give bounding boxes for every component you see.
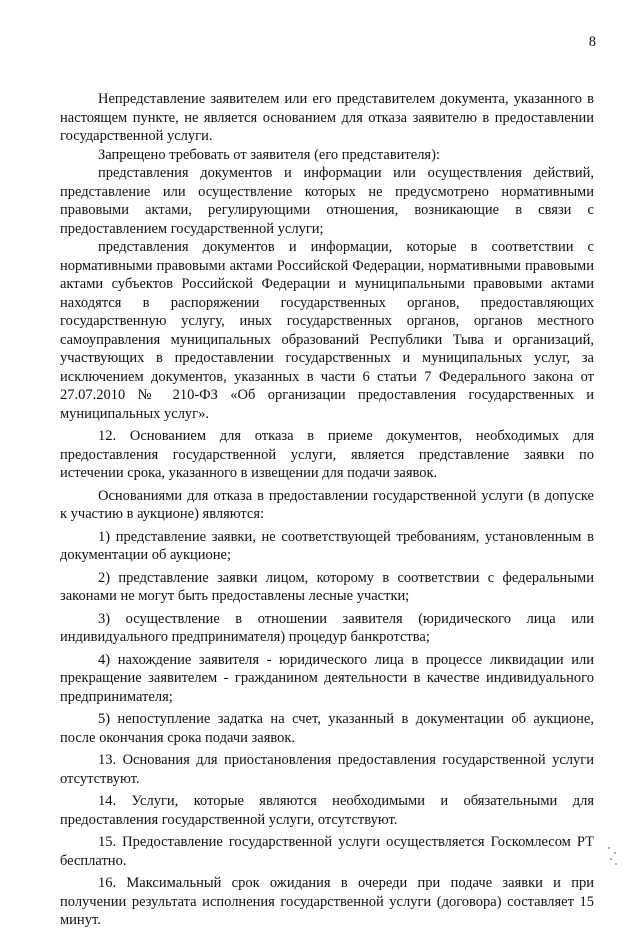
paragraph: Непредставление заявителем или его представителем документа, указанного в настоящем пункте, не является основанием для отказа заявителю в предоставлении государственной услуги.: [60, 91, 594, 144]
paragraph: 14. Услуги, которые являются необходимыми и обязательными для предоставления государственной услуги, отсутствуют.: [60, 793, 594, 828]
paragraph: Запрещено требовать от заявителя (его представителя):: [98, 146, 440, 163]
paragraph: 4) нахождение заявителя - юридического лица в процессе ликвидации или прекращение заявителем - гражданином деятельности в качестве индивидуального предпринимателя;: [60, 651, 594, 705]
document-body: [60, 90, 594, 930]
paragraph: Основаниями для отказа в предоставлении государственной услуги (в допуске к участию в аукционе) являются:: [60, 487, 594, 522]
paragraph: 2) представление заявки лицом, которому в соответствии с федеральными законами не могут быть предоставлены лесные участки;: [60, 569, 594, 604]
paragraph: представления документов и информации, которые в соответствии с нормативными правовыми актами Российской Федерации, нормативными правовыми актами субъектов Российской Федерации и муниципальными правовыми актами находятся в распоряжении государственных органов, предоставляющих государственную услугу, иных государственных органов, органов местного самоуправления муниципальных образований Республики Тыва и организаций, участвующих в предоставлении государственных и муниципальных услуг, за исключением документов, указанных в части 6 статьи 7 Федерального закона от 27.07.2010 № 210-ФЗ «Об организации предоставления государственных и муниципальных услуг».: [60, 239, 594, 422]
paragraph: 5) непоступление задатка на счет, указанный в документации об аукционе, после окончания срока подачи заявок.: [60, 711, 594, 746]
paragraph: 1) представление заявки, не соответствующей требованиям, установленным в документации об аукционе;: [60, 528, 594, 563]
scan-specks: [606, 845, 618, 867]
paragraph: 16. Максимальный срок ожидания в очереди при подаче заявки и при получении результата исполнения государственной услуги (договора) составляет 15 минут.: [60, 875, 594, 928]
paragraph: 3) осуществление в отношении заявителя (юридического лица или индивидуального предпринимателя) процедур банкротства;: [60, 610, 594, 645]
paragraph: 13. Основания для приостановления предоставления государственной услуги отсутствуют.: [60, 752, 594, 787]
paragraph: представления документов и информации или осуществления действий, представление или осуществление которых не предусмотрено нормативными правовыми актами, регулирующими отношения, возникающие в связи с предоставлением государственной услуги;: [60, 165, 594, 237]
page-number: 8: [588, 34, 596, 50]
paragraph: 12. Основанием для отказа в приеме документов, необходимых для предоставления государственной услуги, является представление заявки по истечении срока, указанного в извещении для подачи заявок.: [60, 428, 594, 481]
paragraph: 15. Предоставление государственной услуги осуществляется Госкомлесом РТ бесплатно.: [60, 834, 594, 869]
